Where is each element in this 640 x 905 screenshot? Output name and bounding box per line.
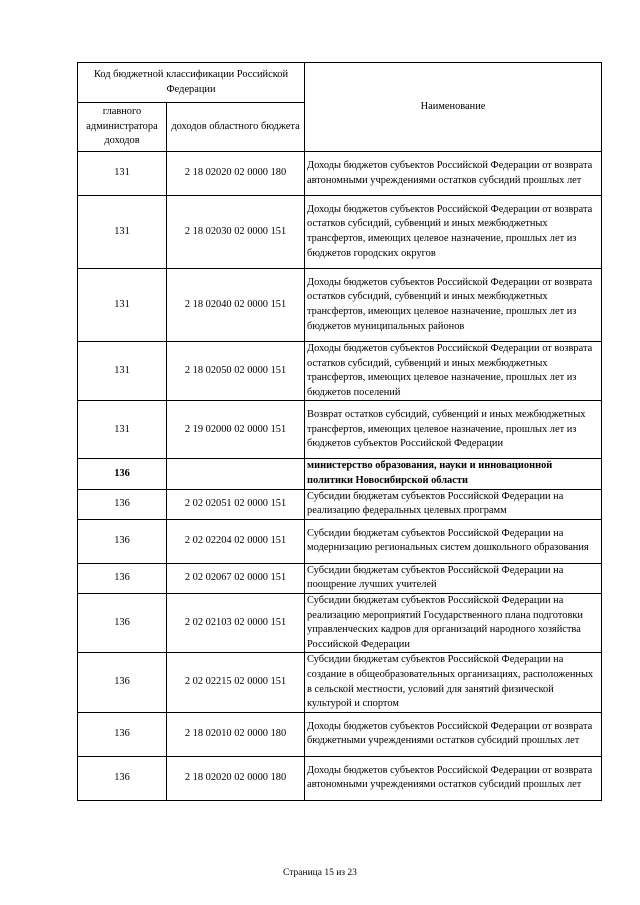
table-row (78, 459, 602, 489)
income-code-cell: 2 02 02067 02 0000 151 (167, 563, 305, 593)
income-code-cell: 2 18 02050 02 0000 151 (167, 342, 305, 401)
income-code-cell: 2 02 02103 02 0000 151 (167, 593, 305, 652)
income-code-cell (167, 459, 305, 489)
table-row (78, 196, 602, 269)
income-code-cell: 2 02 02215 02 0000 151 (167, 653, 305, 712)
name-cell: Доходы бюджетов субъектов Российской Федерации от возврата остатков субсидий, субвенций и иных межбюджетных трансфертов, имеющих целевое назначение, прошлых лет из бюджетов поселений (305, 342, 602, 401)
admin-code-cell: 131 (78, 269, 167, 342)
table-row (78, 489, 602, 519)
name-cell: Доходы бюджетов субъектов Российской Федерации от возврата автономными учреждениями остатков субсидий прошлых лет (305, 152, 602, 196)
admin-code-cell: 136 (78, 563, 167, 593)
admin-code-cell: 131 (78, 342, 167, 401)
admin-code-cell: 136 (78, 756, 167, 800)
header-name: Наименование (305, 63, 602, 152)
table-row (78, 756, 602, 800)
name-cell: Доходы бюджетов субъектов Российской Федерации от возврата остатков субсидий, субвенций и иных межбюджетных трансфертов, имеющих целевое назначение, прошлых лет из бюджетов городских округов (305, 196, 602, 269)
admin-code-cell: 131 (78, 152, 167, 196)
name-cell: Возврат остатков субсидий, субвенций и иных межбюджетных трансфертов, имеющих целевое назначение, прошлых лет из бюджетов субъектов Российской Федерации (305, 401, 602, 459)
income-code-cell: 2 18 02020 02 0000 180 (167, 152, 305, 196)
name-cell: Субсидии бюджетам субъектов Российской Федерации на поощрение лучших учителей (305, 563, 602, 593)
admin-code-cell: 131 (78, 196, 167, 269)
budget-classification-table (77, 62, 602, 801)
table-row (78, 401, 602, 459)
income-code-cell: 2 18 02040 02 0000 151 (167, 269, 305, 342)
name-cell: Субсидии бюджетам субъектов Российской Федерации на модернизацию региональных систем дошкольного образования (305, 519, 602, 563)
table-row (78, 593, 602, 652)
income-code-cell: 2 18 02010 02 0000 180 (167, 712, 305, 756)
income-code-cell: 2 18 02030 02 0000 151 (167, 196, 305, 269)
table-row (78, 519, 602, 563)
name-cell: Субсидии бюджетам субъектов Российской Федерации на реализацию мероприятий Государственного плана подготовки управленческих кадров для организаций народного хозяйства Российской Федерации (305, 593, 602, 652)
table-row (78, 653, 602, 712)
name-cell: Субсидии бюджетам субъектов Российской Федерации на создание в общеобразовательных организациях, расположенных в сельской местности, условий для занятий физической культурой и спортом (305, 653, 602, 712)
page-number: Страница 15 из 23 (283, 868, 357, 878)
header-code-group: Код бюджетной классификации Российской Федерации (78, 63, 305, 103)
name-cell: министерство образования, науки и инновационной политики Новосибирской области (305, 459, 602, 489)
table-row (78, 563, 602, 593)
admin-code-cell: 136 (78, 489, 167, 519)
table-row (78, 342, 602, 401)
header-income-code: доходов областного бюджета (167, 103, 305, 152)
table-body (78, 152, 602, 801)
admin-code-cell: 136 (78, 653, 167, 712)
income-code-cell: 2 18 02020 02 0000 180 (167, 756, 305, 800)
income-code-cell: 2 02 02051 02 0000 151 (167, 489, 305, 519)
income-code-cell: 2 02 02204 02 0000 151 (167, 519, 305, 563)
name-cell: Доходы бюджетов субъектов Российской Федерации от возврата бюджетными учреждениями остатков субсидий прошлых лет (305, 712, 602, 756)
admin-code-cell: 131 (78, 401, 167, 459)
table-row (78, 712, 602, 756)
table-row (78, 152, 602, 196)
admin-code-cell: 136 (78, 712, 167, 756)
name-cell: Доходы бюджетов субъектов Российской Федерации от возврата автономными учреждениями остатков субсидий прошлых лет (305, 756, 602, 800)
name-cell: Доходы бюджетов субъектов Российской Федерации от возврата остатков субсидий, субвенций и иных межбюджетных трансфертов, имеющих целевое назначение, прошлых лет из бюджетов муниципальных районов (305, 269, 602, 342)
admin-code-cell: 136 (78, 519, 167, 563)
header-admin-code: главного администратора доходов (78, 103, 167, 152)
income-code-cell: 2 19 02000 02 0000 151 (167, 401, 305, 459)
table-row (78, 269, 602, 342)
admin-code-cell: 136 (78, 459, 167, 489)
name-cell: Субсидии бюджетам субъектов Российской Федерации на реализацию федеральных целевых программ (305, 489, 602, 519)
admin-code-cell: 136 (78, 593, 167, 652)
